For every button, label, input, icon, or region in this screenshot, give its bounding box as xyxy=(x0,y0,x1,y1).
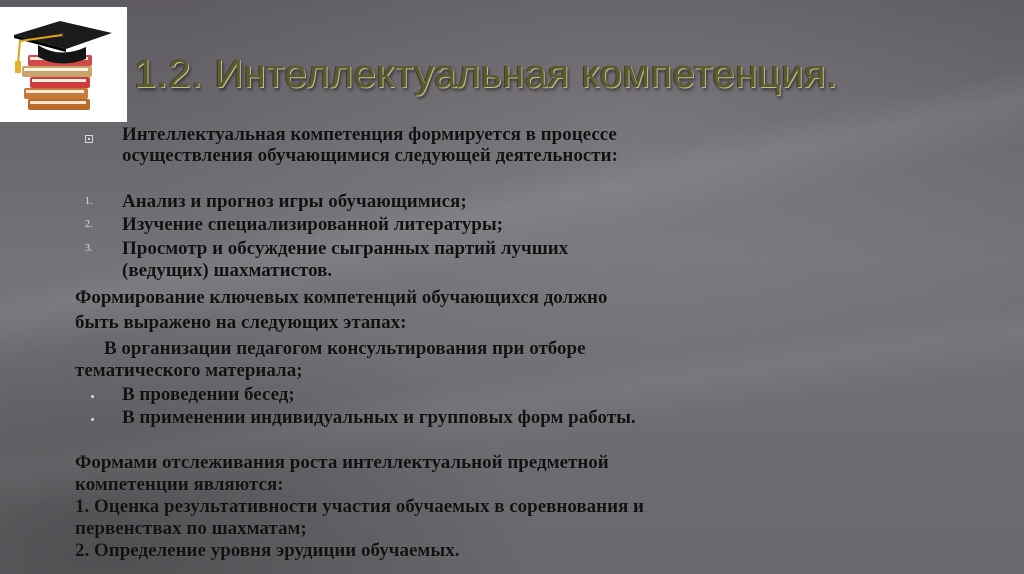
stage-first-line-1: В организации педагогом консультирования при отборе xyxy=(104,338,586,359)
stage-item: В проведении бесед; xyxy=(122,384,295,405)
forms-line: 2. Определение уровня эрудиции обучаемых. xyxy=(75,540,460,561)
list-number: 3. xyxy=(85,243,93,254)
intro-line-2: осуществления обучающимися следующей деятельности: xyxy=(122,145,618,166)
forms-line: первенствах по шахматам; xyxy=(75,518,307,539)
stage-item: В применении индивидуальных и групповых форм работы. xyxy=(122,407,636,428)
graduation-cap-on-books-icon xyxy=(0,7,127,122)
activity-item: Анализ и прогноз игры обучающимися; xyxy=(122,191,467,212)
intro-line-1: Интеллектуальная компетенция формируется в процессе xyxy=(122,124,617,145)
stage-first-line-2: тематического материала; xyxy=(75,360,303,381)
dot-bullet-icon xyxy=(91,418,94,421)
square-bullet-icon xyxy=(85,135,93,143)
list-number: 2. xyxy=(85,219,93,230)
forms-line: 1. Оценка результативности участия обучаемых в соревнования и xyxy=(75,496,645,517)
activity-item: Просмотр и обсуждение сыгранных партий лучших xyxy=(122,238,569,259)
activity-item-continuation: (ведущих) шахматистов. xyxy=(122,260,333,281)
dot-bullet-icon xyxy=(91,395,94,398)
forms-line: Формами отслеживания роста интеллектуальной предметной xyxy=(75,452,609,473)
stages-intro-line-1: Формирование ключевых компетенций обучающихся должно xyxy=(75,287,608,308)
list-number: 1. xyxy=(85,196,93,207)
stages-intro-line-2: быть выражено на следующих этапах: xyxy=(75,312,407,333)
logo xyxy=(0,7,127,122)
forms-line: компетенции являются: xyxy=(75,474,284,495)
slide-title: 1.2. Интеллектуальная компетенция. xyxy=(134,52,838,96)
activity-item: Изучение специализированной литературы; xyxy=(122,214,504,235)
